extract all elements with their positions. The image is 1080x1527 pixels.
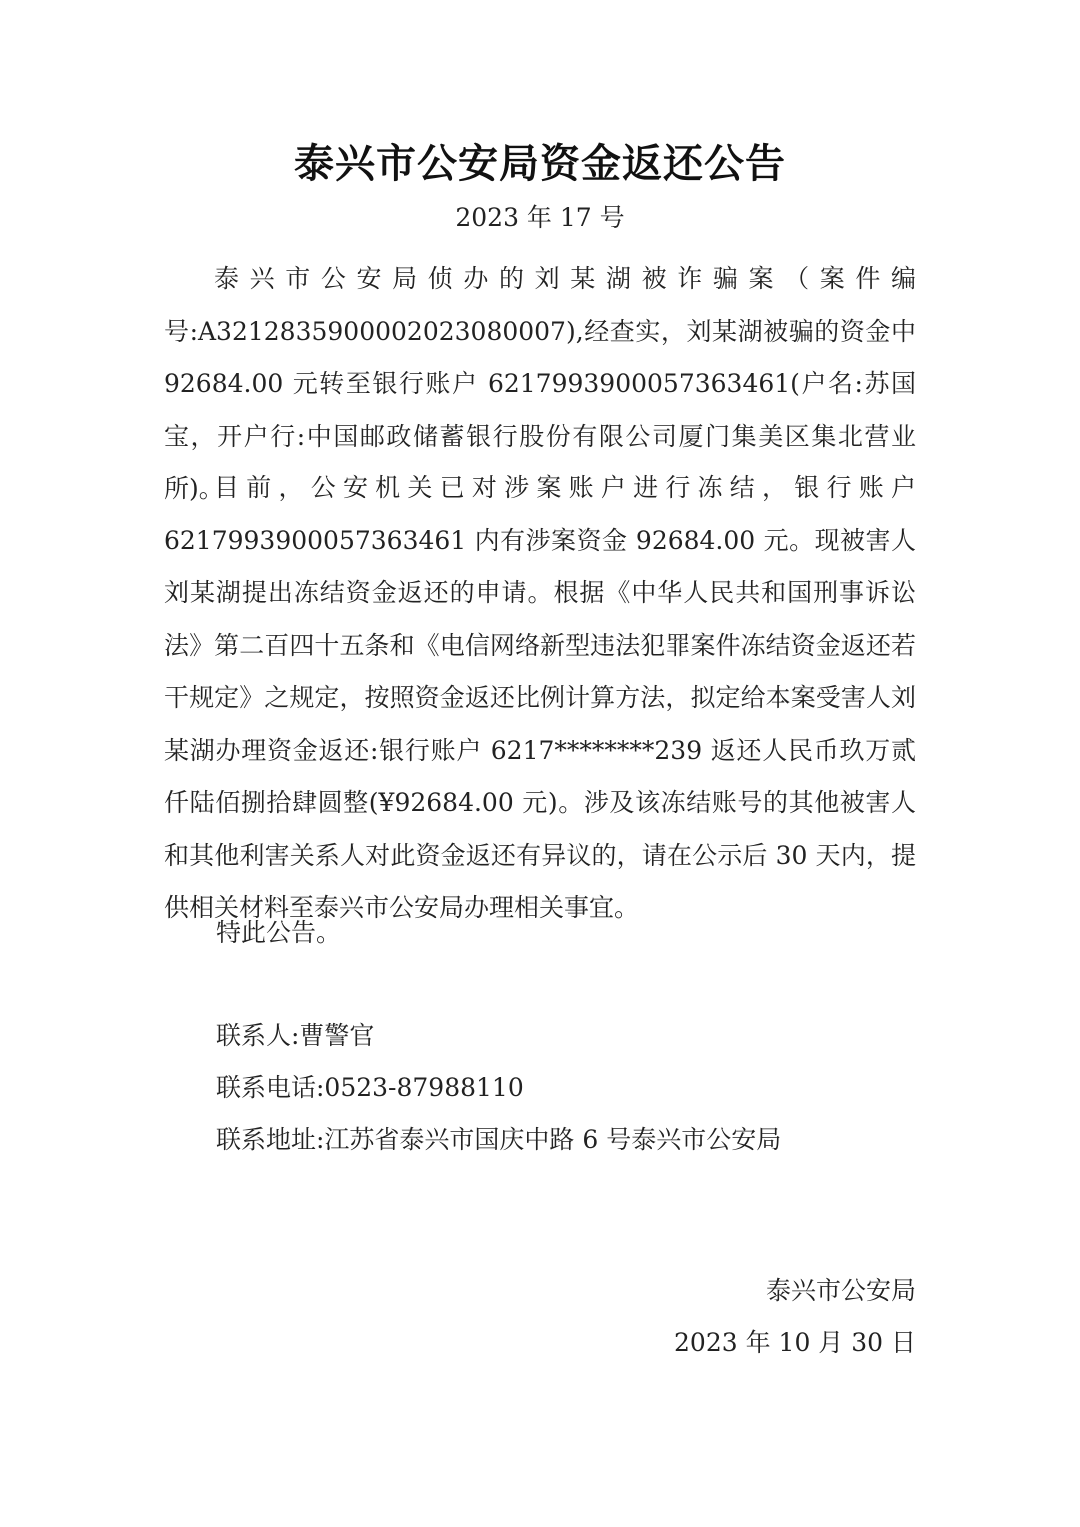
- paragraph-fund-return: 目前，公安机关已对涉案账户进行冻结，银行账户6217993900057363461 内有涉案资金 92684.00 元。现被害人刘某湖提出冻结资金返还的申请。根据《中华人民共和国刑事诉讼法》第二百四十五条和《电信网络新型违法犯罪案件冻结资金返还若干规定》之规定，按照资金返还比例计算方法，拟定给本案受害人刘某湖办理资金返还:银行账户 6217********239 返还人民币玖万贰仟陆佰捌拾肆圆整(¥92684.00 元)。涉及该冻结账号的其他被害人和其他利害关系人对此资金返还有异议的，请在公示后 30 天内，提供相关材料至泰兴市公安局办理相关事宜。: [164, 473, 916, 922]
- closing-statement: 特此公告。: [216, 918, 342, 947]
- paragraph-case-details: 泰兴市公安局侦办的刘某湖被诈骗案（案件编号:A3212835900002023080007),经查实，刘某湖被骗的资金中92684.00 元转至银行账户 6217993900057363461(户名:苏国宝，开户行:中国邮政储蓄银行股份有限公司厦门集美区集北营业所)。: [164, 264, 916, 503]
- contact-phone: 联系电话:0523-87988110: [216, 1073, 524, 1102]
- signature-organization: 泰兴市公安局: [765, 1276, 916, 1305]
- contact-person: 联系人:曹警官: [216, 1021, 375, 1050]
- document-title: 泰兴市公安局资金返还公告: [294, 141, 786, 187]
- document-number: 2023 年 17 号: [455, 203, 625, 232]
- signature-date: 2023 年 10 月 30 日: [674, 1328, 916, 1357]
- contact-address: 联系地址:江苏省泰兴市国庆中路 6 号泰兴市公安局: [216, 1125, 782, 1154]
